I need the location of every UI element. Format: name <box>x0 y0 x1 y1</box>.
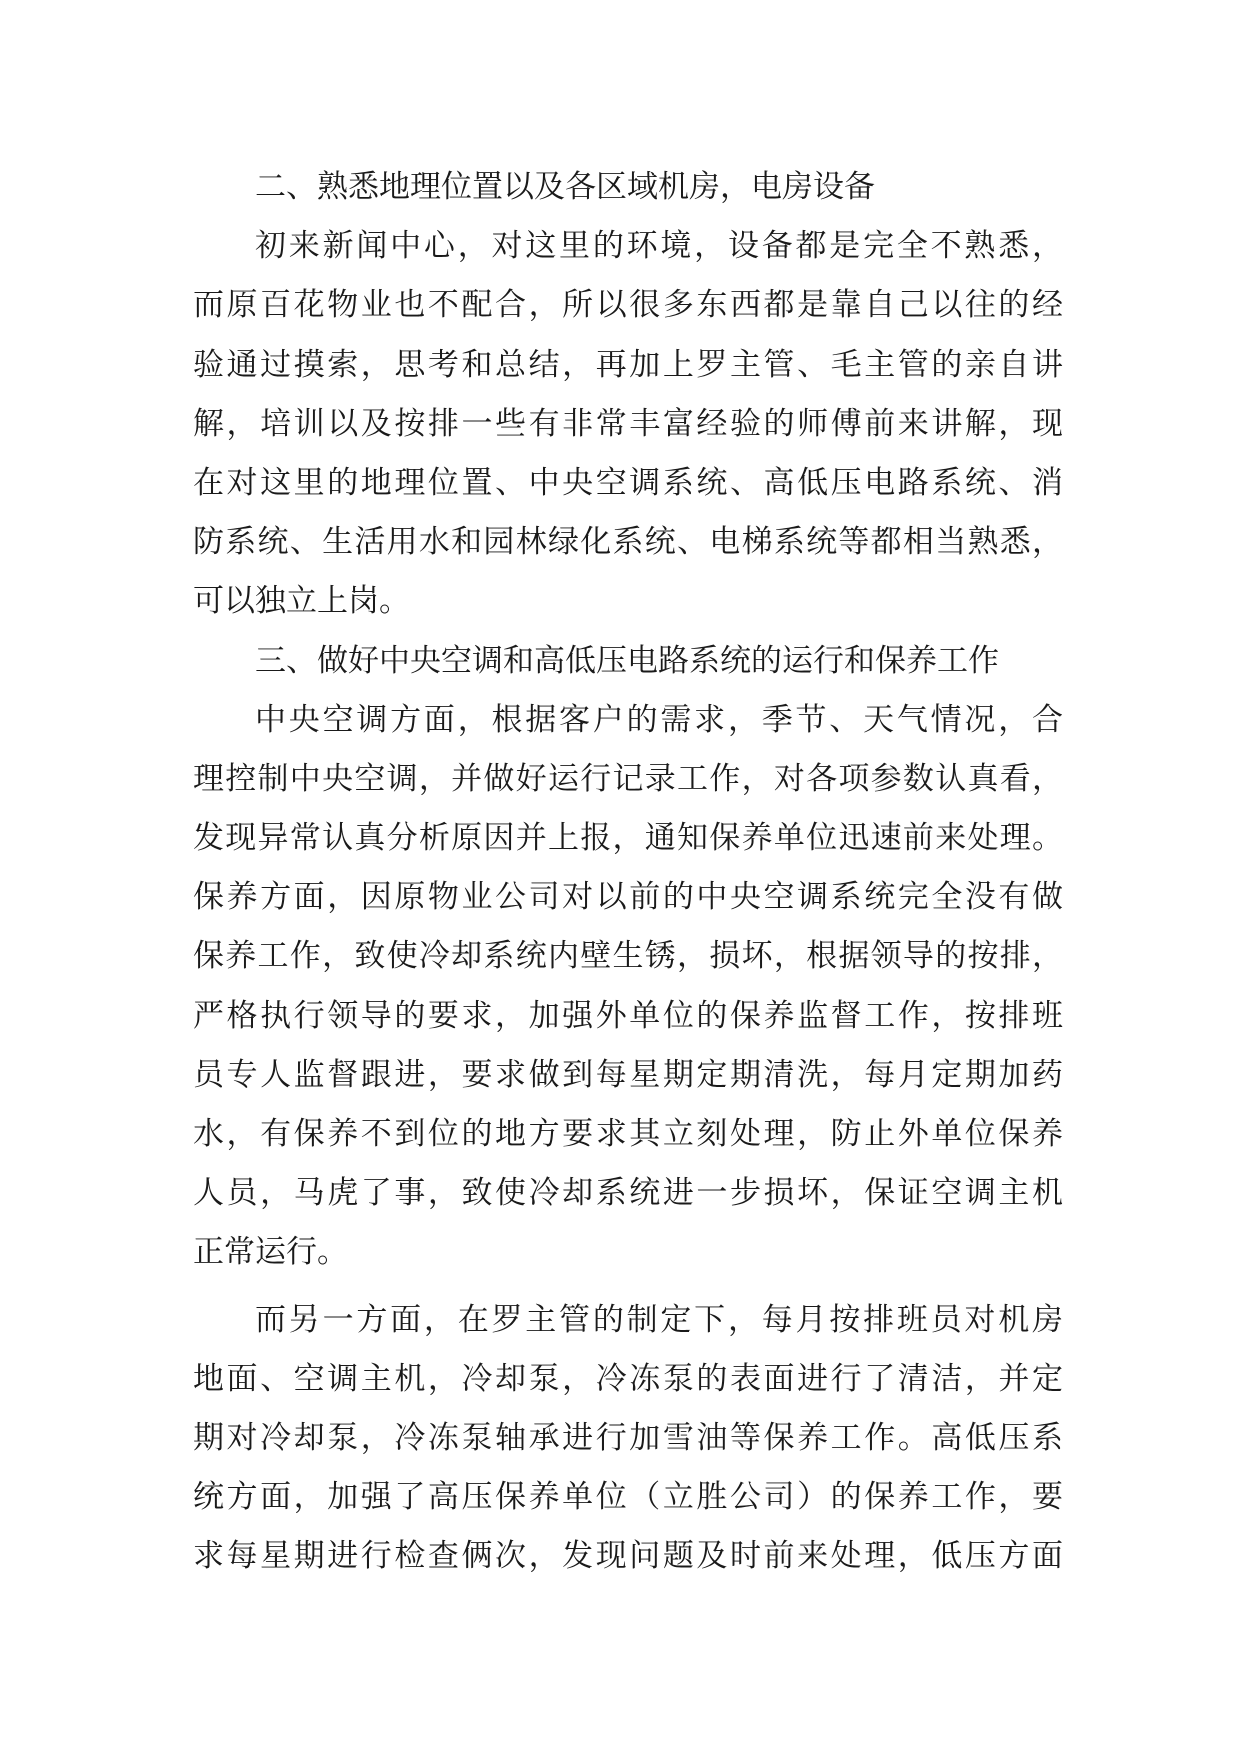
paragraph-line: 发现异常认真分析原因并上报，通知保养单位迅速前来处理。 <box>193 820 1063 857</box>
paragraph-line: 求每星期进行检查俩次，发现问题及时前来处理，低压方面 <box>193 1538 1063 1575</box>
paragraph-line: 初来新闻中心，对这里的环境，设备都是完全不熟悉， <box>255 228 1063 265</box>
paragraph-line: 人员，马虎了事，致使冷却系统进一步损坏，保证空调主机 <box>193 1175 1063 1212</box>
paragraph-line: 防系统、生活用水和园林绿化系统、电梯系统等都相当熟悉， <box>193 524 1063 561</box>
document-body <box>193 158 1063 1587</box>
paragraph-line: 期对冷却泵，冷冻泵轴承进行加雪油等保养工作。高低压系 <box>193 1419 1063 1456</box>
paragraph-line: 中央空调方面，根据客户的需求，季节、天气情况，合 <box>255 701 1063 738</box>
paragraph-line: 严格执行领导的要求，加强外单位的保养监督工作，按排班 <box>193 997 1063 1034</box>
paragraph-line: 而原百花物业也不配合，所以很多东西都是靠自己以往的经 <box>193 287 1063 324</box>
paragraph-line: 员专人监督跟进，要求做到每星期定期清洗，每月定期加药 <box>193 1056 1063 1093</box>
paragraph-line: 理控制中央空调，并做好运行记录工作，对各项参数认真看， <box>193 760 1063 797</box>
paragraph-line: 地面、空调主机，冷却泵，冷冻泵的表面进行了清洁，并定 <box>193 1360 1063 1397</box>
paragraph-line: 验通过摸索，思考和总结，再加上罗主管、毛主管的亲自讲 <box>193 346 1063 383</box>
paragraph-line: 解，培训以及按排一些有非常丰富经验的师傅前来讲解，现 <box>193 405 1063 442</box>
paragraph-line: 正常运行。 <box>193 1234 348 1271</box>
section-heading-3: 三、做好中央空调和高低压电路系统的运行和保养工作 <box>255 642 999 679</box>
section-heading-2: 二、熟悉地理位置以及各区域机房，电房设备 <box>255 169 875 205</box>
paragraph-line: 保养方面，因原物业公司对以前的中央空调系统完全没有做 <box>193 879 1063 916</box>
paragraph-line: 统方面，加强了高压保养单位（立胜公司）的保养工作，要 <box>193 1479 1063 1516</box>
paragraph-line: 而另一方面，在罗主管的制定下，每月按排班员对机房 <box>255 1301 1063 1338</box>
paragraph-gap <box>193 1283 1063 1291</box>
paragraph-line: 在对这里的地理位置、中央空调系统、高低压电路系统、消 <box>193 464 1063 501</box>
paragraph-line: 保养工作，致使冷却系统内壁生锈，损坏，根据领导的按排， <box>193 938 1063 975</box>
paragraph-line: 水，有保养不到位的地方要求其立刻处理，防止外单位保养 <box>193 1116 1063 1152</box>
paragraph-line: 可以独立上岗。 <box>193 583 410 620</box>
